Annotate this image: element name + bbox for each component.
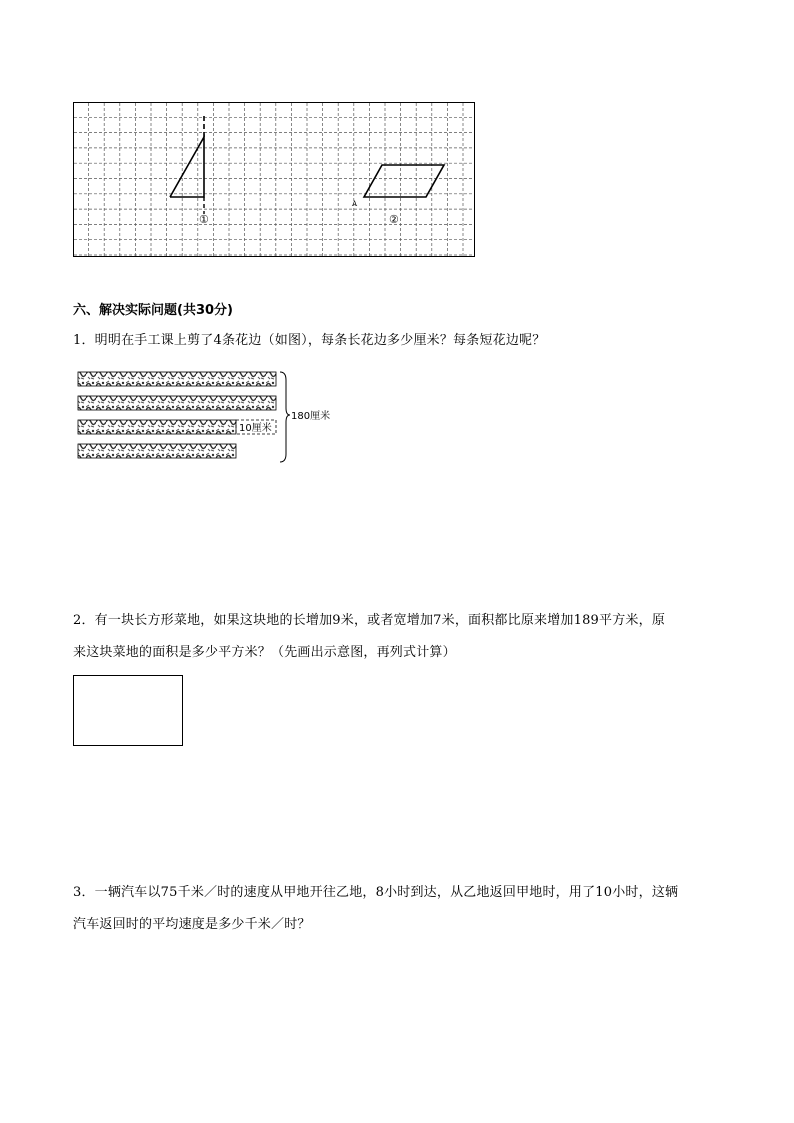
question-3 (73, 877, 723, 941)
grid-border (74, 103, 475, 257)
grid-figure (73, 102, 475, 257)
question-2 (73, 605, 723, 669)
difference-label: 10厘米 (239, 423, 272, 434)
rectangle-sketch (73, 675, 183, 746)
lace-strips-figure (76, 368, 346, 466)
total-length-label: 180厘米 (291, 411, 331, 422)
triangle-shape (170, 137, 204, 197)
parallelogram-label: ② (389, 213, 399, 226)
short-strip-1 (78, 420, 236, 434)
question-2-line-1: 2．有一块长方形菜地，如果这块地的长增加9米，或者宽增加7米，面积都比原来增加189平方米，原 (73, 613, 666, 628)
question-3-line-2: 汽车返回时的平均速度是多少千米／时？ (73, 917, 311, 932)
question-1-text: 1．明明在手工课上剪了4条花边（如图），每条长花边多少厘米？每条短花边呢？ (73, 333, 546, 348)
point-a-label: A (352, 200, 358, 208)
question-3-line-1: 3．一辆汽车以75千米／时的速度从甲地开往乙地，8小时到达，从乙地返回甲地时，用了10小时，这辆 (73, 885, 679, 900)
lace-strips-drawing (76, 368, 346, 466)
grid-drawing (73, 102, 475, 257)
short-strip-2 (78, 444, 236, 458)
grid-lines (74, 103, 474, 256)
question-1 (73, 325, 723, 357)
long-strip-1 (78, 372, 276, 386)
long-strip-2 (78, 396, 276, 410)
section-title: 六、解决实际问题(共30分) (73, 303, 233, 318)
total-brace (280, 372, 290, 462)
question-2-line-2: 来这块菜地的面积是多少平方米？（先画出示意图，再列式计算） (73, 645, 456, 660)
triangle-label: ① (199, 213, 209, 226)
